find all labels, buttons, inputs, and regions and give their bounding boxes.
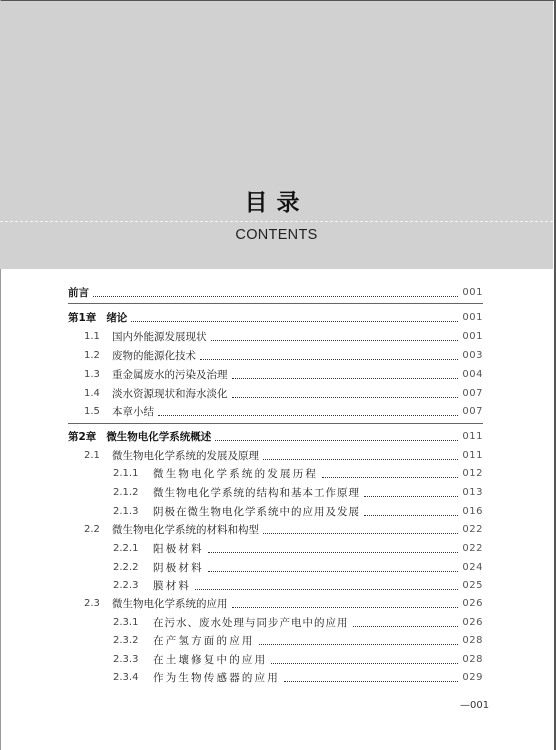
toc-entry-subsection[interactable] — [113, 651, 483, 669]
page-title: 目录 — [244, 190, 309, 216]
toc-entry-page: 001 — [462, 331, 483, 342]
toc-entry-number: 1.2 — [84, 350, 100, 361]
toc-entry-subsection[interactable] — [113, 484, 483, 502]
toc-entry-title: 前言 — [68, 287, 89, 299]
toc-entry-title: 阳极材料 — [153, 543, 204, 555]
toc-entry-page: 007 — [462, 388, 483, 399]
toc-entry-section[interactable] — [84, 521, 483, 539]
leader-dots — [93, 296, 458, 297]
toc-separator — [68, 303, 483, 304]
toc-entry-section[interactable] — [84, 403, 483, 421]
toc-entry-page: 028 — [462, 635, 483, 646]
toc-entry-page: 001 — [462, 287, 483, 298]
toc-entry-number: 2.3.2 — [113, 635, 139, 646]
leader-dots — [322, 477, 458, 478]
toc-entry-title: 本章小结 — [112, 406, 154, 418]
toc-entry-number: 2.1.2 — [113, 487, 139, 498]
toc-entry-page: 004 — [462, 369, 483, 380]
toc-entry-subsection[interactable] — [113, 614, 483, 632]
toc-entry-page: 016 — [462, 506, 483, 517]
leader-dots — [211, 340, 459, 341]
leader-dots — [284, 681, 458, 682]
leader-dots — [200, 359, 458, 360]
toc-entry-title: 重金属废水的污染及治理 — [112, 369, 228, 381]
toc-entry-title: 阴极材料 — [153, 562, 204, 574]
toc-entry-subsection[interactable] — [113, 503, 483, 521]
toc-entry-number: 2.2.1 — [113, 543, 139, 554]
toc-entry-subsection[interactable] — [113, 577, 483, 595]
toc-entry-title: 在产氢方面的应用 — [153, 635, 255, 647]
leader-dots — [208, 571, 459, 572]
toc-entry-number: 2.2.3 — [113, 580, 139, 591]
leader-dots — [232, 607, 459, 608]
toc-entry-page: 003 — [462, 350, 483, 361]
toc-entry-number: 第2章 — [68, 431, 97, 443]
toc-entry-title: 微生物电化学系统概述 — [106, 431, 212, 443]
leader-dots — [131, 321, 458, 322]
toc-entry-title: 淡水资源现状和海水淡化 — [112, 388, 228, 400]
leader-dots — [263, 459, 458, 460]
leader-dots — [263, 533, 458, 534]
leader-dots — [232, 397, 459, 398]
leader-dots — [353, 626, 459, 627]
toc-entry-page: 012 — [462, 468, 483, 479]
leader-dots — [208, 552, 459, 553]
toc-entry-page: 029 — [462, 672, 483, 683]
toc-entry-page: 013 — [462, 487, 483, 498]
leader-dots — [364, 515, 458, 516]
toc-entry-title: 微生物电化学系统的发展历程 — [153, 468, 319, 480]
toc-entry-number: 1.1 — [84, 331, 100, 342]
toc-entry-title: 微生物电化学系统的应用 — [112, 598, 228, 610]
toc-entry-page: 011 — [462, 450, 483, 461]
toc-entry-number: 1.4 — [84, 388, 100, 399]
toc-entry-number: 2.1.1 — [113, 468, 139, 479]
toc-entry-page: 028 — [462, 654, 483, 665]
toc-entry-title: 阴极在微生物电化学系统中的应用及发展 — [153, 506, 360, 518]
toc-entry-number: 2.1 — [84, 450, 100, 461]
toc-entry-page: 011 — [462, 431, 483, 442]
toc-entry-page: 022 — [462, 524, 483, 535]
toc-entry-section[interactable] — [84, 447, 483, 465]
leader-dots — [364, 496, 458, 497]
leader-dots — [271, 663, 458, 664]
toc-entry-subsection[interactable] — [113, 465, 483, 483]
toc-entry-title: 微生物电化学系统的结构和基本工作原理 — [153, 487, 360, 499]
toc-entry-number: 第1章 — [68, 312, 97, 324]
toc-entry-page: 026 — [462, 598, 483, 609]
leader-dots — [232, 378, 459, 379]
toc-entry-page: 022 — [462, 543, 483, 554]
toc-entry-number: 2.1.3 — [113, 506, 139, 517]
toc-separator — [68, 423, 483, 424]
toc-entry-subsection[interactable] — [113, 540, 483, 558]
toc-entry-section[interactable] — [84, 385, 483, 403]
toc-entry-preface[interactable] — [68, 284, 483, 302]
toc-entry-number: 2.2 — [84, 524, 100, 535]
toc-entry-section[interactable] — [84, 328, 483, 346]
page-subtitle: CONTENTS — [235, 227, 318, 243]
toc-entry-page: 007 — [462, 406, 483, 417]
toc-entry-page: 026 — [462, 617, 483, 628]
toc-entry-subsection[interactable] — [113, 632, 483, 650]
toc-entry-subsection[interactable] — [113, 669, 483, 687]
toc-entry-subsection[interactable] — [113, 559, 483, 577]
toc-entry-number: 2.3.1 — [113, 617, 139, 628]
toc-entry-title: 微生物电化学系统的材料和构型 — [112, 524, 259, 536]
toc-entry-title: 作为生物传感器的应用 — [153, 672, 280, 684]
toc-entry-page: 025 — [462, 580, 483, 591]
toc-entry-section[interactable] — [84, 366, 483, 384]
leader-dots — [259, 644, 459, 645]
toc-entry-chapter-1[interactable] — [68, 309, 483, 327]
toc-entry-page: 001 — [462, 312, 483, 323]
page-number: —001 — [460, 700, 490, 711]
toc-entry-chapter-2[interactable] — [68, 428, 483, 446]
toc-entry-number: 2.3 — [84, 598, 100, 609]
toc-entry-page: 024 — [462, 562, 483, 573]
toc-entry-section[interactable] — [84, 595, 483, 613]
toc-entry-section[interactable] — [84, 347, 483, 365]
toc-entry-title: 在污水、废水处理与同步产电中的应用 — [153, 617, 349, 629]
toc-entry-title: 膜材料 — [153, 580, 192, 592]
toc-entry-number: 2.2.2 — [113, 562, 139, 573]
leader-dots — [215, 440, 458, 441]
toc-entry-number: 2.3.4 — [113, 672, 139, 683]
leader-dots — [158, 415, 458, 416]
toc-entry-title: 在土壤修复中的应用 — [153, 654, 268, 666]
toc-entry-title: 微生物电化学系统的发展及原理 — [112, 450, 259, 462]
toc-entry-number: 2.3.3 — [113, 654, 139, 665]
toc-entry-title: 绪论 — [106, 312, 128, 324]
toc-entry-title: 国内外能源发展现状 — [112, 331, 207, 343]
leader-dots — [195, 589, 458, 590]
toc-entry-title: 废物的能源化技术 — [112, 350, 196, 362]
header-dashed-rule — [0, 221, 553, 222]
toc-entry-number: 1.3 — [84, 369, 100, 380]
toc-entry-number: 1.5 — [84, 406, 100, 417]
